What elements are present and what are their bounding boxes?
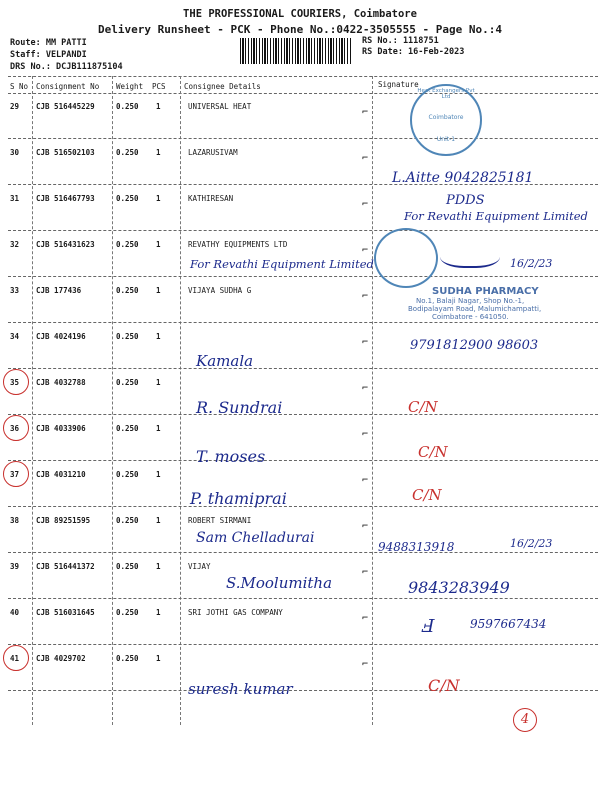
row-weight: 0.250: [116, 654, 139, 663]
pharmacy-stamp-address: Bodipalayam Road, Malumichampatti,: [408, 305, 542, 313]
row-consignee: VIJAYA SUDHA G: [188, 286, 252, 295]
row-sno: 39: [10, 562, 20, 571]
tick-mark-icon: ⌐: [362, 659, 369, 670]
rs-date: RS Date: 16-Feb-2023: [362, 47, 465, 57]
handwritten-name: Sam Chelladurai: [196, 530, 315, 546]
runsheet-title: THE PROFESSIONAL COURIERS, Coimbatore: [183, 8, 417, 20]
rs-number: RS No.: 1118751: [362, 36, 439, 46]
row-divider: [8, 460, 598, 461]
col-header-consignment: Consignment No: [36, 82, 100, 91]
row-sno: 33: [10, 286, 20, 295]
row-divider: [8, 644, 598, 645]
row-sno: 32: [10, 240, 20, 249]
table-row: [0, 647, 600, 693]
table-row: [0, 417, 600, 463]
row-weight: 0.250: [116, 102, 139, 111]
row-sno: 40: [10, 608, 20, 617]
table-row: [0, 463, 600, 509]
signature-scribble: [440, 240, 500, 268]
red-circle-mark: [3, 461, 29, 487]
tick-mark-icon: ⌐: [362, 567, 369, 578]
row-pcs: 1: [156, 470, 161, 479]
signature-scribble: Ⅎ: [422, 616, 435, 637]
tick-mark-icon: ⌐: [362, 107, 369, 118]
row-consignment-no: CJB 516502103: [36, 148, 95, 157]
tick-mark-icon: ⌐: [362, 475, 369, 486]
handwritten-name: T. moses: [196, 447, 266, 466]
row-weight: 0.250: [116, 562, 139, 571]
row-weight: 0.250: [116, 332, 139, 341]
handwritten-phone: 9597667434: [470, 617, 547, 631]
row-divider: [8, 230, 598, 231]
row-weight: 0.250: [116, 148, 139, 157]
handwritten-name: suresh kumar: [188, 680, 293, 698]
table-top-rule: [8, 76, 598, 77]
pharmacy-stamp-address: Coimbatore - 641050.: [432, 313, 509, 321]
row-consignment-no: CJB 4029702: [36, 654, 86, 663]
row-consignee: SRI JOTHI GAS COMPANY: [188, 608, 283, 617]
row-pcs: 1: [156, 332, 161, 341]
row-consignment-no: CJB 4031210: [36, 470, 86, 479]
row-sno: 36: [10, 424, 20, 433]
pharmacy-stamp-title: SUDHA PHARMACY: [432, 286, 539, 297]
barcode: [240, 38, 352, 64]
row-consignment-no: CJB 516467793: [36, 194, 95, 203]
row-pcs: 1: [156, 194, 161, 203]
row-pcs: 1: [156, 424, 161, 433]
row-consignee: LAZARUSIVAM: [188, 148, 238, 157]
row-pcs: 1: [156, 148, 161, 157]
row-divider: [8, 322, 598, 323]
row-consignee: ROBERT SIRMANI: [188, 516, 252, 525]
page-number-circle: [513, 708, 537, 732]
row-sno: 38: [10, 516, 20, 525]
col-header-sno: S No: [10, 82, 29, 91]
row-divider: [8, 414, 598, 415]
cn-mark: C/N: [408, 398, 438, 416]
handwritten-name: R. Sundrai: [196, 398, 283, 417]
pharmacy-stamp: [408, 286, 588, 321]
runsheet-subtitle: Delivery Runsheet - PCK - Phone No.:0422-3505555 - Page No.:4: [98, 23, 502, 36]
row-sno: 31: [10, 194, 20, 203]
tick-mark-icon: ⌐: [362, 383, 369, 394]
row-divider: [8, 276, 598, 277]
row-sno: 41: [10, 654, 20, 663]
table-row: [0, 233, 600, 279]
row-weight: 0.250: [116, 194, 139, 203]
cn-mark: C/N: [428, 676, 460, 695]
row-weight: 0.250: [116, 424, 139, 433]
row-pcs: 1: [156, 516, 161, 525]
page-number-mark: 4: [520, 712, 530, 727]
row-pcs: 1: [156, 562, 161, 571]
row-divider: [8, 368, 598, 369]
route-label: Route: MM PATTI: [10, 38, 87, 48]
row-sno: 37: [10, 470, 20, 479]
handwritten-signature: PDDS: [446, 193, 485, 208]
handwritten-date: 16/2/23: [510, 537, 553, 550]
col-header-pcs: PCS: [152, 82, 166, 91]
row-consignee: VIJAY: [188, 562, 211, 571]
handwritten-name: P. thamiprai: [190, 489, 287, 508]
header-rule: [8, 93, 598, 94]
row-pcs: 1: [156, 608, 161, 617]
row-consignment-no: CJB 177436: [36, 286, 82, 295]
row-sno: 34: [10, 332, 20, 341]
row-consignment-no: CJB 4032788: [36, 378, 86, 387]
row-divider: [8, 598, 598, 599]
pharmacy-stamp-address: No.1, Balaji Nagar, Shop No.-1,: [416, 297, 525, 305]
row-consignee: UNIVERSAL HEAT: [188, 102, 252, 111]
handwritten-phone: 9488313918: [378, 540, 455, 554]
cn-mark: C/N: [418, 443, 448, 461]
handwritten-name: S.Moolumitha: [226, 574, 333, 592]
tick-mark-icon: ⌐: [362, 153, 369, 164]
row-divider: [8, 690, 598, 691]
tick-mark-icon: ⌐: [362, 291, 369, 302]
row-pcs: 1: [156, 286, 161, 295]
red-circle-mark: [3, 415, 29, 441]
row-divider: [8, 552, 598, 553]
stamp-text: Heat Exchangers Pvt Ltd: [417, 88, 475, 100]
row-sno: 30: [10, 148, 20, 157]
tick-mark-icon: ⌐: [362, 521, 369, 532]
row-consignment-no: CJB 516031645: [36, 608, 95, 617]
row-pcs: 1: [156, 654, 161, 663]
row-divider: [8, 506, 598, 507]
row-weight: 0.250: [116, 608, 139, 617]
col-header-consignee: Consignee Details: [184, 82, 261, 91]
row-consignment-no: CJB 516445229: [36, 102, 95, 111]
row-weight: 0.250: [116, 240, 139, 249]
tick-mark-icon: ⌐: [362, 613, 369, 624]
row-consignment-no: CJB 516431623: [36, 240, 95, 249]
red-circle-mark: [3, 645, 29, 671]
row-pcs: 1: [156, 240, 161, 249]
row-consignment-no: CJB 516441372: [36, 562, 95, 571]
table-row: [0, 371, 600, 417]
cn-mark: C/N: [412, 486, 442, 504]
row-sno: 35: [10, 378, 20, 387]
stamp-text: Unit-1: [436, 136, 456, 143]
row-weight: 0.250: [116, 378, 139, 387]
col-header-signature: Signature: [378, 80, 419, 89]
row-consignment-no: CJB 89251595: [36, 516, 91, 525]
row-consignee: KATHIRESAN: [188, 194, 234, 203]
red-circle-mark: [3, 369, 29, 395]
handwritten-date: 16/2/23: [510, 257, 553, 270]
handwritten-phone: 9843283949: [408, 578, 510, 597]
stamp-text: Coimbatore: [428, 114, 464, 121]
tick-mark-icon: ⌐: [362, 337, 369, 348]
company-stamp-row29: [410, 84, 482, 156]
handwritten-name: Kamala: [196, 352, 254, 370]
row-consignment-no: CJB 4024196: [36, 332, 86, 341]
round-seal-icon: [374, 228, 438, 288]
company-seal-text: For Revathi Equipment Limited: [190, 257, 374, 271]
row-divider: [8, 138, 598, 139]
row-weight: 0.250: [116, 286, 139, 295]
row-consignment-no: CJB 4033906: [36, 424, 86, 433]
row-consignee: REVATHY EQUIPMENTS LTD: [188, 240, 288, 249]
drs-number: DRS No.: DCJB111875104: [10, 62, 123, 72]
handwritten-phone: 9791812900 98603: [410, 338, 539, 353]
row-weight: 0.250: [116, 470, 139, 479]
row-pcs: 1: [156, 102, 161, 111]
tick-mark-icon: ⌐: [362, 245, 369, 256]
handwritten-signature: L.Aitte 9042825181: [392, 170, 534, 186]
table-row: [0, 95, 600, 141]
tick-mark-icon: ⌐: [362, 429, 369, 440]
staff-label: Staff: VELPANDI: [10, 50, 87, 60]
row-weight: 0.250: [116, 516, 139, 525]
row-sno: 29: [10, 102, 20, 111]
row-pcs: 1: [156, 378, 161, 387]
tick-mark-icon: ⌐: [362, 199, 369, 210]
col-header-weight: Weight: [116, 82, 144, 91]
company-seal-text: For Revathi Equipment Limited: [404, 209, 588, 223]
